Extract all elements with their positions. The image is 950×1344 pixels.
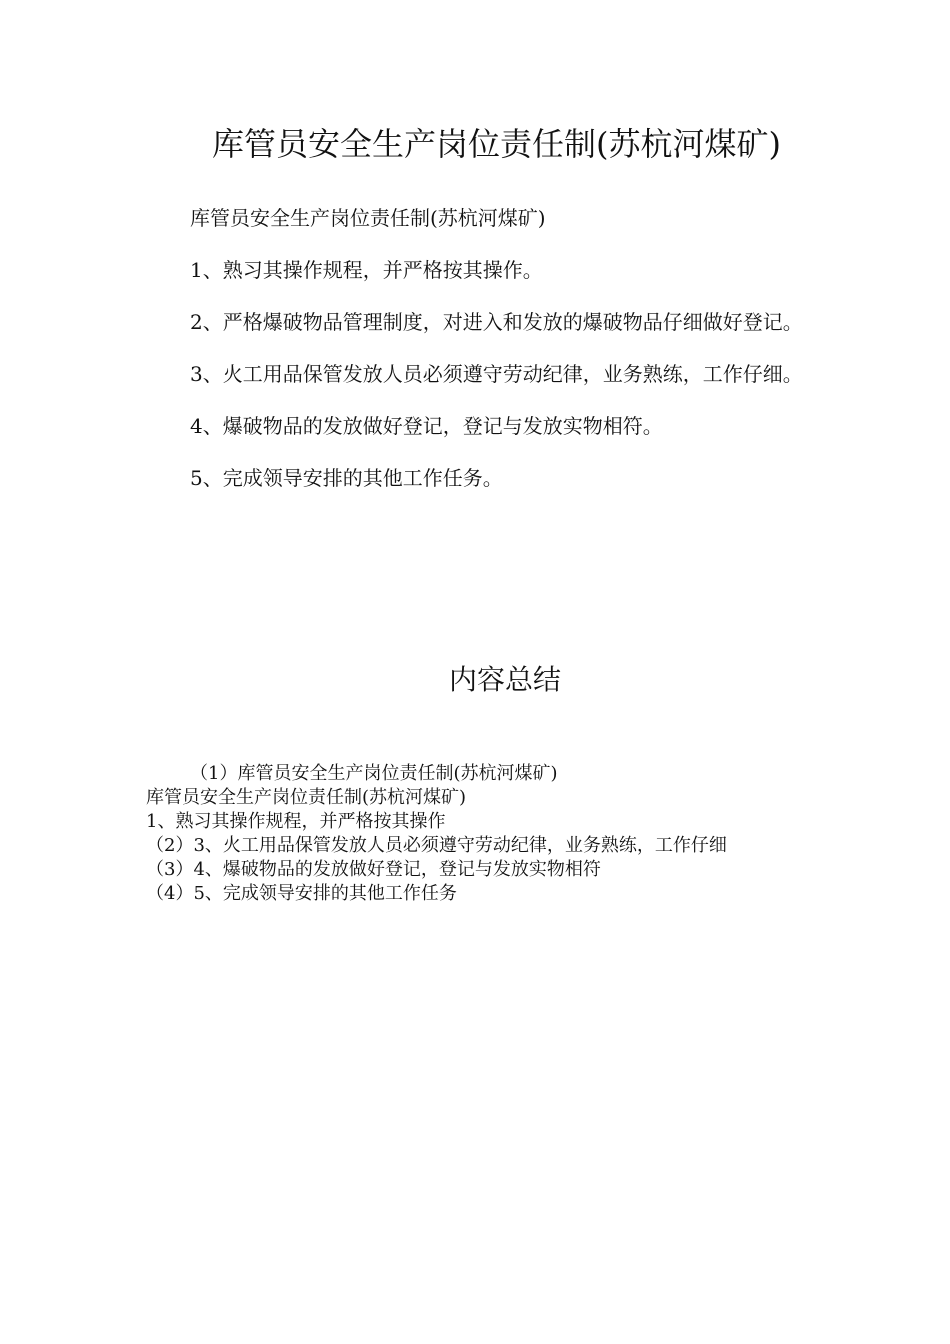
summary-line: 库管员安全生产岗位责任制(苏杭河煤矿) [146,787,467,808]
body-paragraph: 5、完成领导安排的其他工作任务。 [190,466,503,490]
summary-heading: 内容总结 [448,663,561,696]
summary-line: （3）4、爆破物品的发放做好登记，登记与发放实物相符 [146,859,601,880]
body-paragraph: 1、熟习其操作规程，并严格按其操作。 [190,258,543,282]
document-title: 库管员安全生产岗位责任制(苏杭河煤矿) [212,125,781,163]
document-body [146,192,806,504]
summary-line: （2）3、火工用品保管发放人员必须遵守劳动纪律，业务熟练，工作仔细 [146,835,727,856]
body-paragraph: 4、爆破物品的发放做好登记，登记与发放实物相符。 [190,414,663,438]
body-paragraph: 库管员安全生产岗位责任制(苏杭河煤矿) [190,206,546,230]
summary-line: （4）5、完成领导安排的其他工作任务 [146,883,457,904]
summary-line: 1、熟习其操作规程，并严格按其操作 [146,811,446,832]
body-paragraph: 2、严格爆破物品管理制度，对进入和发放的爆破物品仔细做好登记。 [190,310,803,334]
summary-section [146,762,796,906]
body-paragraph: 3、火工用品保管发放人员必须遵守劳动纪律，业务熟练，工作仔细。 [190,362,803,386]
summary-line: （1）库管员安全生产岗位责任制(苏杭河煤矿) [190,763,558,784]
